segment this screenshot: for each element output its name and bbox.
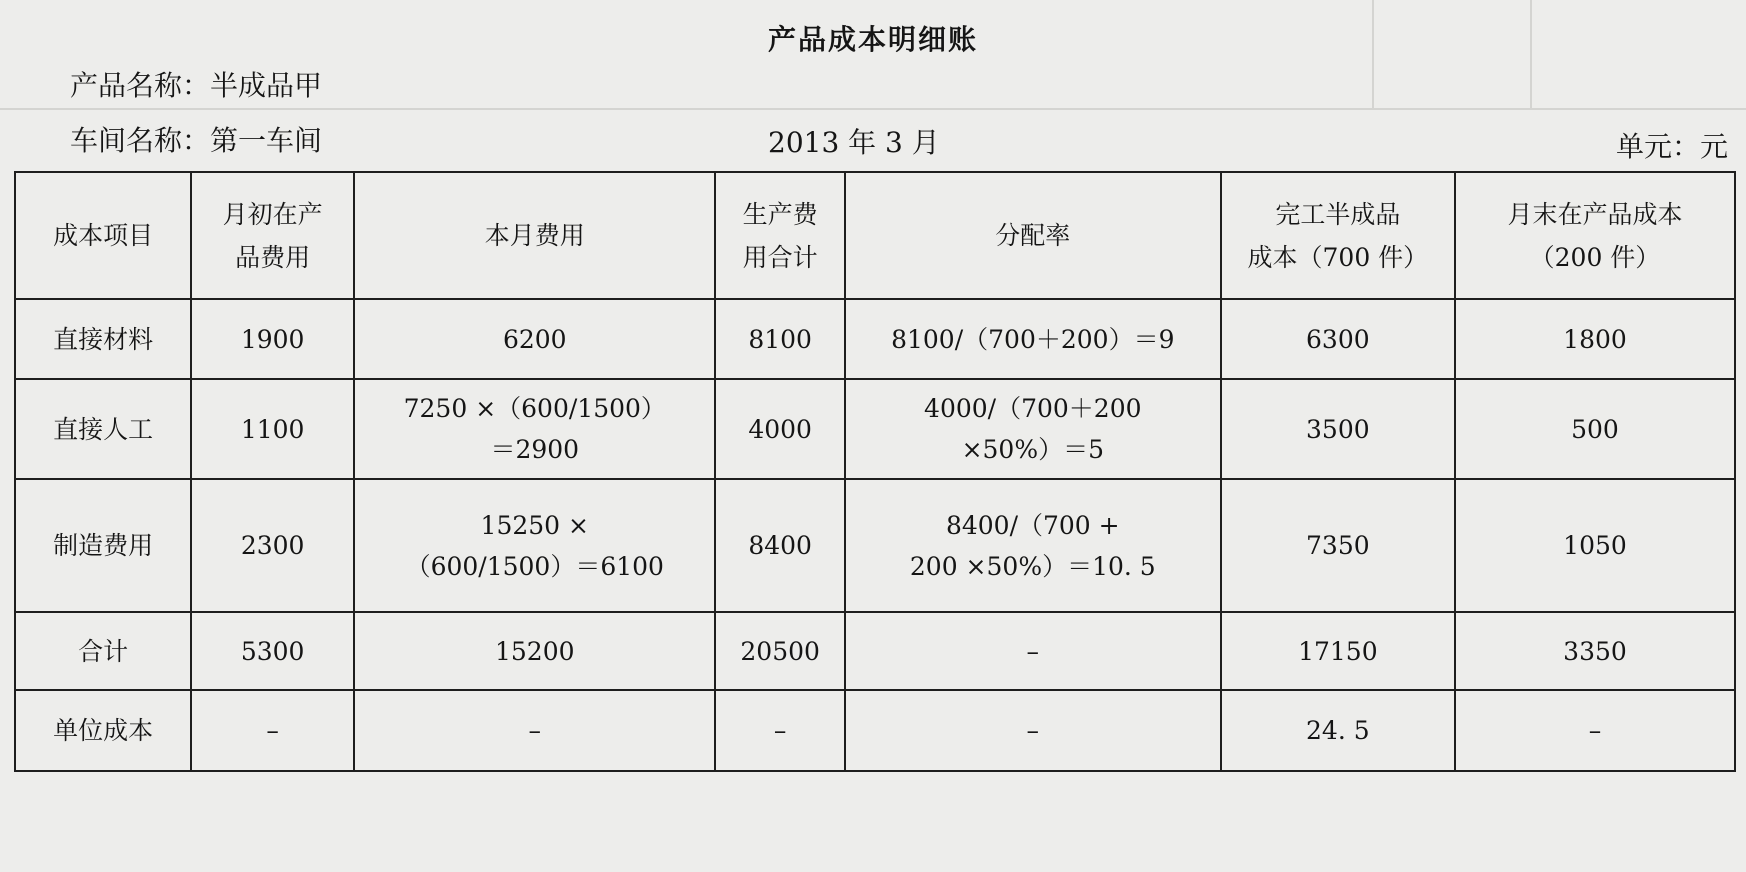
cell-opening-wip: 5300 (191, 612, 354, 690)
cell-allocation-rate: 4000/（700＋200 ×50%）＝5 (845, 379, 1221, 479)
cell-closing-wip: – (1455, 690, 1735, 771)
cell-current-cost: 7250 ×（600/1500） ＝2900 (354, 379, 715, 479)
cell-total-cost: 20500 (715, 612, 844, 690)
bleed-through-line (0, 108, 1746, 110)
header-allocation-rate: 分配率 (845, 172, 1221, 299)
table-row (15, 479, 1735, 612)
table-header-row (15, 172, 1735, 299)
header-cost-item: 成本项目 (15, 172, 191, 299)
cell-current-cost: 15250 × （600/1500）＝6100 (354, 479, 715, 612)
cell-total-cost: 4000 (715, 379, 844, 479)
cell-allocation-rate: – (845, 690, 1221, 771)
cell-cost-item: 制造费用 (15, 479, 191, 612)
cell-closing-wip: 500 (1455, 379, 1735, 479)
cell-closing-wip: 3350 (1455, 612, 1735, 690)
cell-cost-item: 直接人工 (15, 379, 191, 479)
cell-opening-wip: – (191, 690, 354, 771)
cell-current-cost: 15200 (354, 612, 715, 690)
header-closing-wip: 月末在产品成本 （200 件） (1455, 172, 1735, 299)
header-total-cost: 生产费 用合计 (715, 172, 844, 299)
cell-allocation-rate: – (845, 612, 1221, 690)
period-date: 2013 年 3 月 (768, 126, 940, 159)
cell-finished-cost: 6300 (1221, 299, 1455, 379)
cell-finished-cost: 17150 (1221, 612, 1455, 690)
table-row (15, 612, 1735, 690)
cell-opening-wip: 2300 (191, 479, 354, 612)
cell-cost-item: 单位成本 (15, 690, 191, 771)
workshop-name: 车间名称：第一车间 (70, 124, 323, 157)
cell-cost-item: 直接材料 (15, 299, 191, 379)
cell-allocation-rate: 8100/（700＋200）＝9 (845, 299, 1221, 379)
cell-closing-wip: 1800 (1455, 299, 1735, 379)
header-opening-wip: 月初在产 品费用 (191, 172, 354, 299)
cell-current-cost: – (354, 690, 715, 771)
header-finished-cost: 完工半成品 成本（700 件） (1221, 172, 1455, 299)
table-row (15, 379, 1735, 479)
cell-allocation-rate: 8400/（700 + 200 ×50%）＝10. 5 (845, 479, 1221, 612)
cell-finished-cost: 24. 5 (1221, 690, 1455, 771)
table-row (15, 690, 1735, 771)
cell-finished-cost: 7350 (1221, 479, 1455, 612)
page-title: 产品成本明细账 (767, 23, 978, 56)
cell-current-cost: 6200 (354, 299, 715, 379)
currency-unit: 单元：元 (1615, 130, 1728, 163)
table-row (15, 299, 1735, 379)
cost-ledger-table (14, 171, 1736, 772)
cell-total-cost: 8400 (715, 479, 844, 612)
cell-opening-wip: 1100 (191, 379, 354, 479)
cell-finished-cost: 3500 (1221, 379, 1455, 479)
product-name: 产品名称：半成品甲 (70, 69, 323, 102)
header-current-cost: 本月费用 (354, 172, 715, 299)
cell-total-cost: – (715, 690, 844, 771)
cell-cost-item: 合计 (15, 612, 191, 690)
cell-total-cost: 8100 (715, 299, 844, 379)
cell-opening-wip: 1900 (191, 299, 354, 379)
cell-closing-wip: 1050 (1455, 479, 1735, 612)
